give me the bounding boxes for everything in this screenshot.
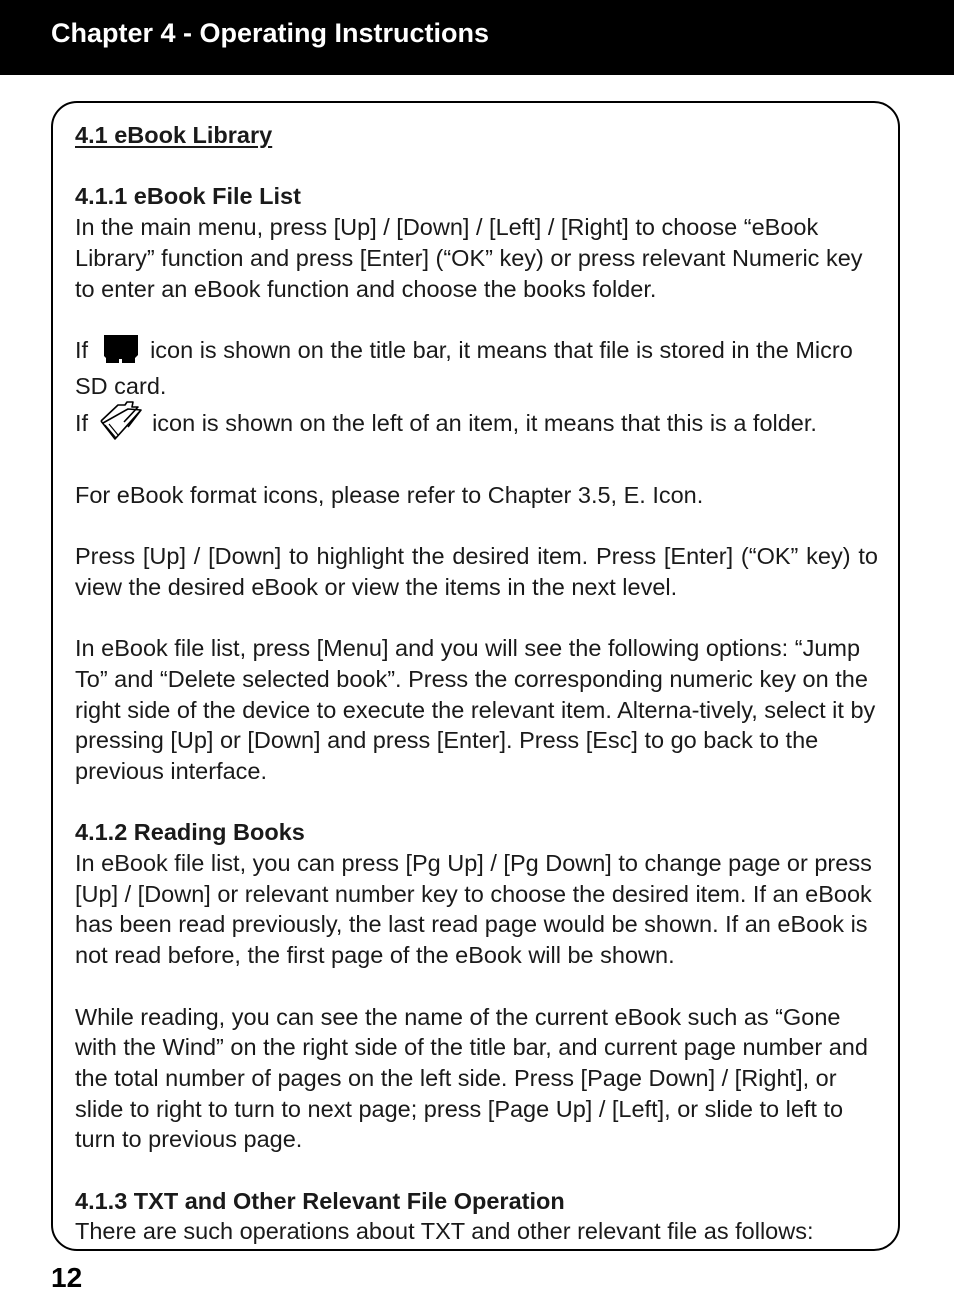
card-line-text: icon is shown on the title bar, it means that file is stored in the Micro SD card.: [75, 336, 853, 399]
card-line-if: If: [75, 336, 89, 363]
micro-sd-card-icon: [102, 335, 140, 371]
paragraph-page-navigation: In eBook file list, you can press [Pg Up] / [Pg Down] to change page or press [Up] / [Down] or relevant number key to choose the desired item. If an eBook has been read previously, the last read page would be shown. If an eBook is not read before, the first page of the eBook will be shown.: [75, 850, 872, 969]
folder-line-if: If: [75, 410, 89, 437]
paragraph-menu-options: In eBook file list, press [Menu] and you will see the following options: “Jump To” and “Delete selected book”. Press the corresponding numeric key on the right side of the device to execute the relevant item. Alterna-tively, select it by pressing [Up] or [Down] and press [Enter]. Press [Esc] to go back to the previous interface.: [75, 635, 876, 784]
page-content: [75, 120, 878, 1247]
paragraph-card-icon: [75, 335, 878, 401]
paragraph-format-icons: For eBook format icons, please refer to Chapter 3.5, E. Icon.: [75, 481, 704, 508]
paragraph-main-menu: In the main menu, press [Up] / [Down] / [Left] / [Right] to choose “eBook Library” function and press [Enter] (“OK” key) or press relevant Numeric key to enter an eBook function and choose the books folder.: [75, 214, 863, 302]
paragraph-highlight-item: Press [Up] / [Down] to highlight the desired item. Press [Enter] (“OK” key) to view the desired eBook or view the items in the next level.: [75, 543, 878, 600]
paragraph-folder-icon: [75, 401, 878, 449]
page-number: 12: [51, 1262, 83, 1293]
section-title: 4.1 eBook Library: [75, 122, 273, 148]
chapter-title: Chapter 4 - Operating Instructions: [51, 18, 490, 48]
subsection-title-reading: 4.1.2 Reading Books: [75, 819, 305, 846]
folder-line-text: icon is shown on the left of an item, it means that this is a folder.: [152, 410, 817, 437]
paragraph-txt-operations: There are such operations about TXT and other relevant file as follows:: [75, 1218, 814, 1245]
paragraph-while-reading: While reading, you can see the name of the current eBook such as “Gone with the Wind” on the right side of the title bar, and current page number and the total number of pages on the left side. Press [Page Down] / [Right], or slide to right to turn to next page; press [Page Up] / [Left], or slide to left to turn to previous page.: [75, 1003, 868, 1153]
subsection-title-file-list: 4.1.1 eBook File List: [75, 183, 301, 210]
subsection-title-txt: 4.1.3 TXT and Other Relevant File Operation: [75, 1187, 565, 1214]
folder-icon: [98, 401, 144, 449]
chapter-header-bar: [0, 0, 954, 75]
